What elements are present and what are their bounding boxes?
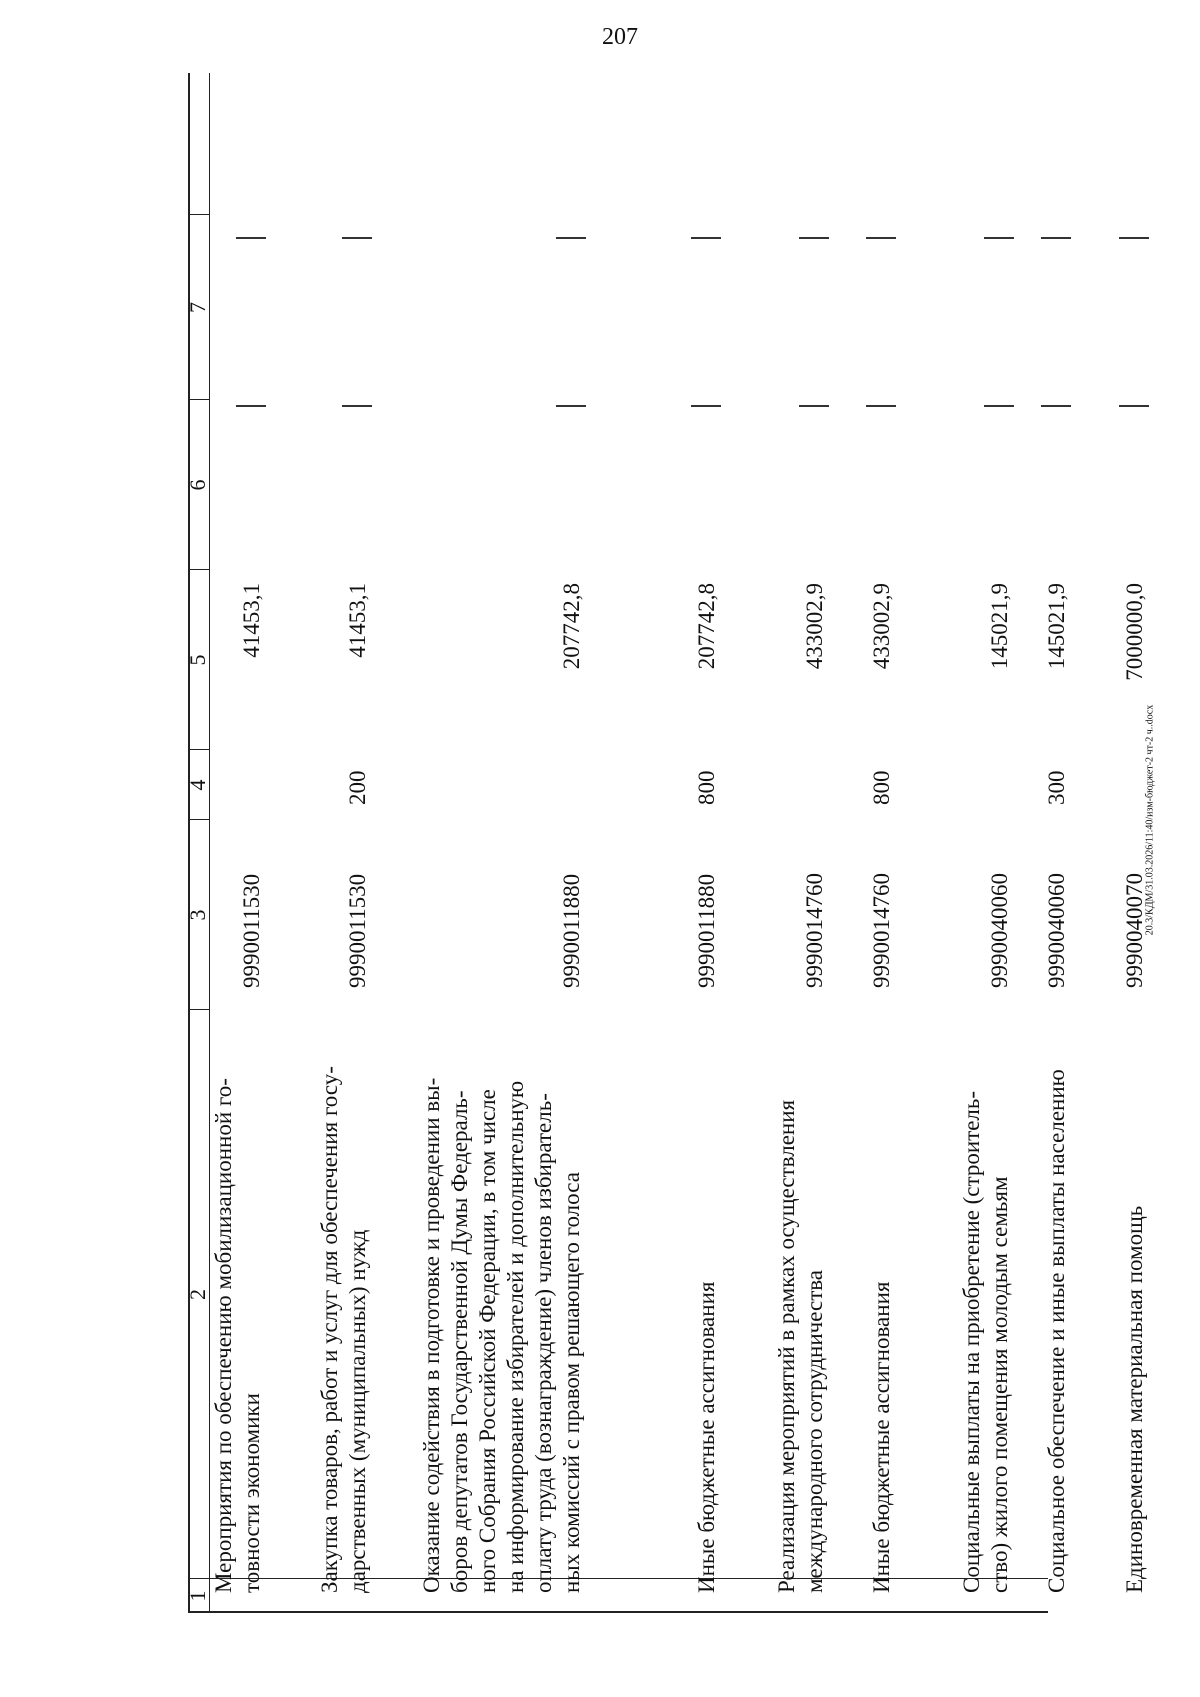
row-col6-dash [866, 383, 896, 413]
row-col6-dash [1119, 383, 1149, 413]
row-target-code: 9990011880 [559, 873, 584, 988]
empty-value-dash [799, 238, 829, 240]
description-line: Иные бюджетные ассигнования [694, 1281, 719, 1593]
row-amount: 433002,9 [802, 583, 827, 670]
empty-value-dash [1041, 238, 1071, 240]
row-col7-dash [556, 215, 586, 245]
row-target-code: 9990011530 [345, 873, 370, 988]
row-col7-dash [799, 215, 829, 245]
empty-value-dash [866, 238, 896, 240]
row-amount: 145021,9 [987, 583, 1012, 670]
row-description [1043, 1028, 1071, 1593]
empty-value-dash [1119, 238, 1149, 240]
budget-table [185, 73, 1147, 1613]
row-amount: 41453,1 [345, 583, 370, 658]
row-description [868, 1028, 896, 1593]
empty-value-dash [1119, 406, 1149, 408]
empty-value-dash [691, 238, 721, 240]
empty-value-dash [236, 406, 266, 408]
row-amount: 433002,9 [869, 583, 894, 670]
row-amount: 145021,9 [1044, 583, 1069, 670]
empty-value-dash [236, 238, 266, 240]
header-col-1: 1 [185, 1590, 210, 1602]
row-col6-dash [556, 383, 586, 413]
row-col6-dash [984, 383, 1014, 413]
empty-value-dash [799, 406, 829, 408]
description-line: боров депутатов Государственной Думы Федераль- [447, 1090, 472, 1593]
header-col-2: 2 [185, 1289, 210, 1300]
row-description [773, 1028, 829, 1593]
row-col6-dash [1041, 383, 1071, 413]
row-col7-dash [342, 215, 372, 245]
header-col-5: 5 [185, 654, 210, 666]
empty-value-dash [1041, 406, 1071, 408]
row-col7-dash [866, 215, 896, 245]
row-col6-dash [236, 383, 266, 413]
empty-value-dash [342, 406, 372, 408]
row-col7-dash [984, 215, 1014, 245]
row-amount: 207742,8 [559, 583, 584, 670]
description-line: Социальные выплаты на приобретение (строитель- [959, 1090, 984, 1593]
header-col-3: 3 [185, 909, 210, 921]
description-line: ство) жилого помещения молодым семьям [987, 1176, 1012, 1593]
row-amount: 207742,8 [694, 583, 719, 670]
description-line: Единовременная материальная помощь [1122, 1205, 1147, 1593]
row-target-code: 9990011530 [239, 873, 264, 988]
description-line: ных комиссий с правом решающего голоса [559, 1172, 584, 1593]
row-col7-dash [1119, 215, 1149, 245]
description-line: международного сотрудничества [802, 1269, 827, 1593]
row-expense-type: 200 [345, 770, 370, 805]
empty-value-dash [556, 238, 586, 240]
row-expense-type: 800 [869, 770, 894, 805]
description-line: Иные бюджетные ассигнования [869, 1281, 894, 1593]
row-amount: 7000000,0 [1122, 583, 1147, 681]
empty-value-dash [866, 406, 896, 408]
description-line: ного Собрания Российской Федерации, в том числе [475, 1089, 500, 1593]
header-col-7: 7 [185, 302, 210, 313]
row-description [418, 1028, 586, 1593]
row-target-code: 9990014760 [869, 873, 894, 988]
row-col7-dash [236, 215, 266, 245]
header-col-6: 6 [185, 479, 210, 491]
description-line: на информирование избирателей и дополнительную [503, 1080, 528, 1593]
description-line: Оказание содействия в подготовке и проведении вы- [419, 1077, 444, 1593]
description-line: Мероприятия по обеспечению мобилизационной го- [211, 1078, 236, 1593]
empty-value-dash [984, 238, 1014, 240]
header-col-4: 4 [185, 779, 210, 791]
row-target-code: 9990040060 [1044, 873, 1069, 988]
row-target-code: 9990014760 [802, 873, 827, 988]
row-target-code: 9990040060 [987, 873, 1012, 988]
empty-value-dash [342, 238, 372, 240]
row-expense-type: 800 [694, 770, 719, 805]
row-description [316, 1028, 372, 1593]
page-number: 207 [602, 24, 638, 50]
row-description [958, 1028, 1014, 1593]
description-line: Реализация мероприятий в рамках осуществления [774, 1099, 799, 1593]
row-expense-type: 300 [1044, 770, 1069, 805]
description-line: товности экономики [239, 1393, 264, 1593]
description-line: дарственных (муниципальных) нужд [345, 1229, 370, 1593]
empty-value-dash [691, 406, 721, 408]
row-col6-dash [691, 383, 721, 413]
description-line: оплату труда (вознаграждение) членов избиратель- [531, 1093, 556, 1593]
row-amount: 41453,1 [239, 583, 264, 658]
row-target-code: 9990040070 [1122, 873, 1147, 988]
description-line: Закупка товаров, работ и услуг для обеспечения госу- [317, 1066, 342, 1593]
empty-value-dash [556, 406, 586, 408]
row-target-code: 9990011880 [694, 873, 719, 988]
footer-document-code: 20.3/КДМ/31.03.2026/11:40/изм-бюджет-2 чт-2 ч..docx [1144, 704, 1156, 936]
row-col7-dash [1041, 215, 1071, 245]
empty-value-dash [984, 406, 1014, 408]
row-description [693, 1028, 721, 1593]
description-line: Социальное обеспечение и иные выплаты населению [1044, 1069, 1069, 1593]
row-description [1121, 1028, 1149, 1593]
row-col7-dash [691, 215, 721, 245]
row-col6-dash [342, 383, 372, 413]
row-description [210, 1028, 266, 1593]
row-col6-dash [799, 383, 829, 413]
